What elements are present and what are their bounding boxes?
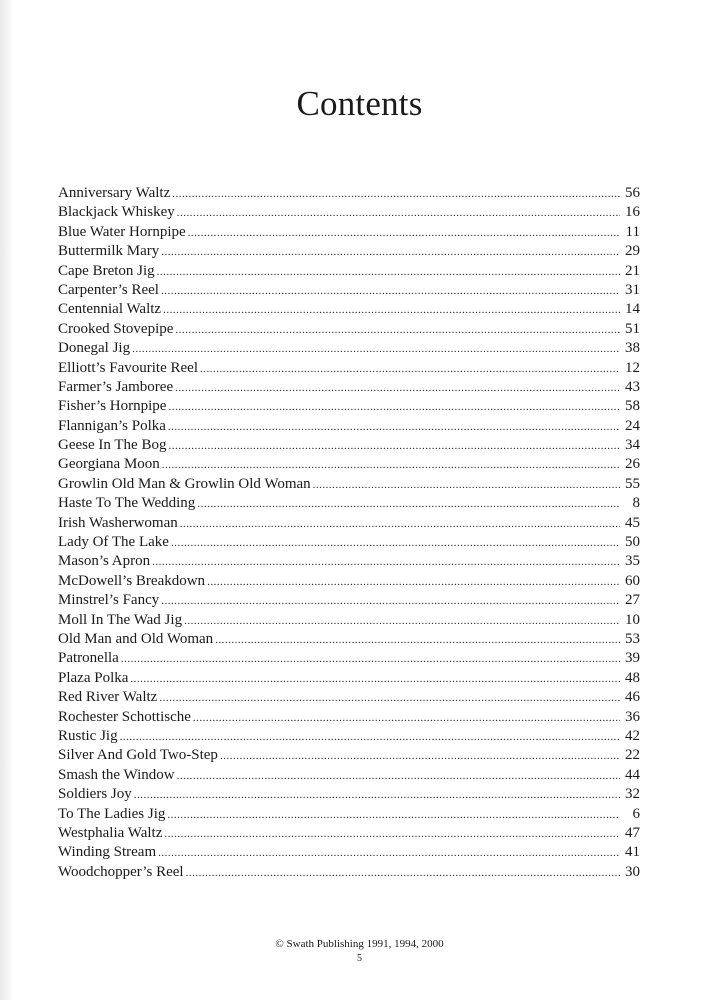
dot-leader [161,243,620,262]
toc-entry-title: Woodchopper’s Reel [58,863,184,880]
toc-entry-title: Buttermilk Mary [58,243,160,260]
table-of-contents [58,184,640,882]
toc-entry [58,591,640,610]
dot-leader [120,728,620,747]
toc-entry-page: 32 [625,786,640,803]
toc-entry-page: 26 [625,456,640,473]
dot-leader [157,263,620,282]
dot-leader [175,379,620,398]
dot-leader [200,360,620,379]
toc-entry-title: Geese In The Bog [58,437,167,454]
toc-entry-title: Moll In The Wad Jig [58,611,183,628]
toc-entry-title: Mason’s Apron [58,553,151,570]
toc-entry [58,611,640,630]
toc-entry [58,863,640,882]
dot-leader [134,786,620,805]
toc-entry-page: 29 [625,243,640,260]
dot-leader [197,495,620,514]
toc-entry-title: Patronella [58,650,119,667]
toc-entry [58,281,640,300]
toc-entry-page: 21 [625,262,640,279]
dot-leader [132,340,620,359]
page-title: Contents [296,84,423,123]
toc-entry [58,262,640,281]
toc-entry-title: Rustic Jig [58,727,118,744]
toc-entry [58,242,640,261]
toc-entry-title: To The Ladies Jig [58,805,166,822]
toc-entry [58,417,640,436]
dot-leader [162,456,620,475]
toc-entry-title: Haste To The Wedding [58,495,196,512]
toc-entry [58,649,640,668]
dot-leader [159,689,620,708]
dot-leader [193,709,620,728]
toc-entry-page: 60 [625,572,640,589]
toc-entry-page: 6 [632,805,640,822]
toc-entry-page: 34 [625,437,640,454]
toc-entry [58,223,640,242]
toc-entry [58,378,640,397]
toc-entry-title: Plaza Polka [58,669,129,686]
toc-entry-title: Soldiers Joy [58,786,132,803]
toc-entry-page: 50 [625,534,640,551]
dot-leader [161,592,620,611]
page-number: 5 [357,953,362,964]
toc-entry-title: Smash the Window [58,766,175,783]
toc-entry-title: Flannigan’s Polka [58,417,166,434]
toc-entry-page: 38 [625,340,640,357]
toc-entry-title: Fisher’s Hornpipe [58,398,167,415]
dot-leader [121,650,620,669]
toc-entry [58,533,640,552]
toc-entry-title: Westphalia Waltz [58,824,163,841]
dot-leader [163,301,620,320]
dot-leader [184,612,620,631]
toc-entry-title: McDowell’s Breakdown [58,572,206,589]
toc-entry-page: 55 [625,475,640,492]
toc-entry [58,708,640,727]
toc-entry-page: 53 [625,630,640,647]
toc-entry-title: Red River Waltz [58,689,158,706]
toc-entry [58,572,640,591]
toc-entry-page: 27 [625,592,640,609]
copyright-notice: © Swath Publishing 1991, 1994, 2000 [275,938,444,950]
toc-entry-page: 39 [625,650,640,667]
toc-entry-title: Silver And Gold Two-Step [58,747,218,764]
dot-leader [161,282,620,301]
dot-leader [180,515,620,534]
dot-leader [186,864,620,883]
dot-leader [167,806,620,825]
toc-entry-page: 8 [632,495,640,512]
toc-entry-title: Donegal Jig [58,340,131,357]
toc-entry-title: Carpenter’s Reel [58,281,159,298]
toc-entry-title: Lady Of The Lake [58,534,169,551]
toc-entry-page: 48 [625,669,640,686]
toc-entry-title: Winding Stream [58,844,157,861]
toc-entry-title: Minstrel’s Fancy [58,592,160,609]
dot-leader [130,670,620,689]
toc-entry [58,475,640,494]
dot-leader [215,631,620,650]
toc-entry-title: Georgiana Moon [58,456,160,473]
dot-leader [158,844,620,863]
scan-edge-shadow [0,0,14,1000]
toc-entry-page: 11 [625,223,640,240]
toc-entry-title: Blue Water Hornpipe [58,223,186,240]
toc-entry [58,843,640,862]
toc-entry-title: Old Man and Old Woman [58,630,214,647]
dot-leader [172,185,620,204]
toc-entry [58,514,640,533]
toc-entry-page: 12 [625,359,640,376]
toc-entry [58,184,640,203]
toc-entry-title: Blackjack Whiskey [58,204,175,221]
toc-entry-title: Farmer’s Jamboree [58,378,174,395]
dot-leader [220,747,620,766]
toc-entry-page: 58 [625,398,640,415]
toc-entry [58,727,640,746]
toc-entry [58,688,640,707]
toc-entry [58,436,640,455]
toc-entry-title: Crooked Stovepipe [58,320,174,337]
dot-leader [168,437,620,456]
dot-leader [168,418,620,437]
toc-entry-title: Cape Breton Jig [58,262,155,279]
toc-entry [58,766,640,785]
toc-entry-page: 36 [625,708,640,725]
dot-leader [177,204,620,223]
toc-entry [58,320,640,339]
dot-leader [164,825,620,844]
toc-entry-page: 14 [625,301,640,318]
toc-entry-page: 24 [625,417,640,434]
toc-entry-page: 45 [625,514,640,531]
dot-leader [177,767,620,786]
toc-entry-title: Anniversary Waltz [58,185,171,201]
toc-entry-page: 22 [625,747,640,764]
toc-entry-page: 30 [625,863,640,880]
toc-entry-page: 51 [625,320,640,337]
toc-entry-title: Rochester Schottische [58,708,191,725]
toc-entry [58,397,640,416]
toc-entry [58,669,640,688]
toc-entry [58,805,640,824]
toc-entry-title: Growlin Old Man & Growlin Old Woman [58,475,311,492]
toc-entry-page: 44 [625,766,640,783]
dot-leader [175,321,620,340]
toc-entry [58,552,640,571]
toc-entry [58,494,640,513]
toc-entry [58,359,640,378]
toc-entry-page: 31 [625,281,640,298]
toc-entry-page: 16 [625,204,640,221]
toc-entry [58,824,640,843]
toc-entry-page: 47 [625,824,640,841]
toc-entry-page: 35 [625,553,640,570]
toc-entry-title: Elliott’s Favourite Reel [58,359,198,376]
toc-entry-page: 42 [625,727,640,744]
toc-entry-page: 43 [625,378,640,395]
dot-leader [188,224,620,243]
dot-leader [207,573,620,592]
toc-entry-page: 10 [625,611,640,628]
toc-entry [58,300,640,319]
toc-entry [58,455,640,474]
toc-entry-page: 56 [625,185,640,201]
toc-entry [58,630,640,649]
toc-entry-page: 41 [625,844,640,861]
toc-entry [58,746,640,765]
toc-entry-title: Centennial Waltz [58,301,162,318]
dot-leader [313,476,620,495]
dot-leader [152,553,620,572]
toc-entry [58,339,640,358]
toc-entry-title: Irish Washerwoman [58,514,178,531]
dot-leader [171,534,620,553]
dot-leader [168,398,620,417]
toc-entry-page: 46 [625,689,640,706]
toc-entry [58,785,640,804]
toc-entry [58,203,640,222]
